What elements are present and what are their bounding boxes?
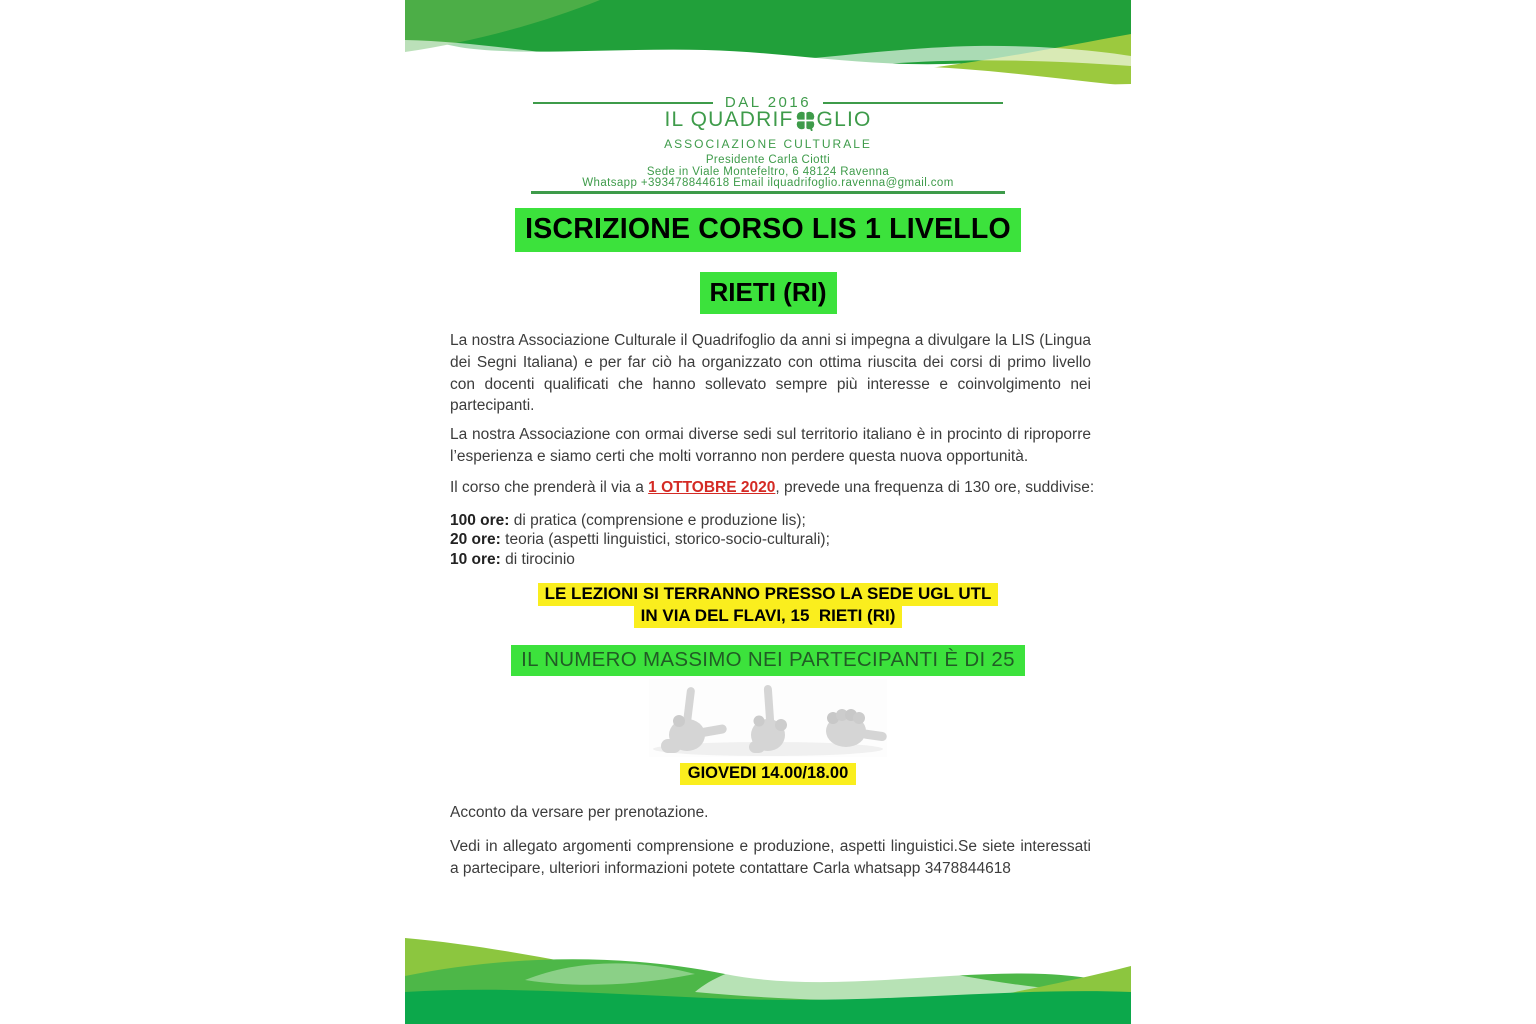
hours-item-text: di pratica (comprensione e produzione lis); [509, 512, 806, 529]
schedule-row [405, 763, 1131, 785]
hours-item-text: teoria (aspetti linguistici, storico-socio-culturali); [500, 531, 830, 549]
rule-left [533, 102, 713, 104]
lis-hands-image [405, 679, 1131, 762]
reprise-paragraph [450, 424, 1091, 468]
hours-item-text: di tirocinio [500, 550, 575, 568]
wave-decoration-bottom [405, 930, 1131, 1024]
hours-item [450, 511, 1091, 530]
closing-paragraph [450, 836, 1091, 880]
brand-title [405, 106, 1131, 134]
hours-item [450, 550, 1091, 569]
main-title-row [405, 208, 1131, 252]
course-start-suffix: , prevede una frequenza di 130 ore, suddivise: [775, 479, 1095, 496]
venue-block [405, 583, 1131, 627]
wave-decoration-top [405, 0, 1131, 90]
president-line: Presidente Carla Ciotti [705, 154, 831, 166]
deposit-note: Acconto da versare per prenotazione. [450, 804, 709, 821]
max-participants-row [405, 645, 1131, 676]
clover-icon [795, 110, 816, 131]
hours-item-label: 100 ore: [450, 512, 510, 529]
intro-line: La nostra Associazione Culturale il Quadrifoglio da anni si impegna a divulgare la LIS (Lingua [450, 332, 1091, 349]
header-divider-rule [531, 191, 1005, 194]
schedule: GIOVEDI 14.00/18.00 [680, 763, 857, 785]
intro-line: partecipanti. [450, 397, 535, 415]
lis-fingerspelling-hands-icon [649, 679, 887, 757]
hours-item-label: 20 ore: [450, 531, 501, 549]
flyer-page [405, 0, 1131, 1024]
brand-subtitle: ASSOCIAZIONE CULTURALE [664, 137, 872, 151]
contact-line: Whatsapp +393478844618 Email ilquadrifoglio.ravenna@gmail.com [582, 177, 954, 189]
max-participants: IL NUMERO MASSIMO NEI PARTECIPANTI È DI 25 [511, 645, 1025, 676]
course-start-line [450, 477, 1130, 499]
reprise-line: La nostra Associazione con ormai diverse sedi sul territorio italiano è in procinto di riproporre [450, 426, 1091, 443]
reprise-line: l’esperienza e siamo certi che molti vorranno non perdere questa nuova opportunità. [450, 447, 1029, 465]
logo-since-label: DAL 2016 [724, 94, 812, 111]
intro-paragraph [450, 330, 1091, 417]
main-title: ISCRIZIONE CORSO LIS 1 LIVELLO [515, 208, 1021, 252]
brand-suffix: GLIO [816, 108, 872, 131]
hours-item [450, 530, 1091, 549]
closing-line: Vedi in allegato argomenti comprensione e produzione, aspetti linguistici.Se siete interessati [450, 838, 1091, 855]
venue-line: IN VIA DEL FLAVI, 15 RIETI (RI) [634, 605, 903, 628]
hours-item-label: 10 ore: [450, 550, 501, 568]
location-title-row [405, 272, 1131, 314]
address-line: Sede in Viale Montefeltro, 6 48124 Ravenna [646, 165, 890, 178]
rule-right [823, 102, 1003, 104]
intro-line: dei Segni Italiana) e per far ciò ha organizzato con ottima riuscita dei corsi di primo livello [450, 353, 1091, 371]
closing-line: a partecipare, ulteriori informazioni potete contattare Carla whatsapp 3478844618 [450, 859, 1011, 877]
intro-line: con docenti qualificati che hanno sollevato sempre più interesse e coinvolgimento nei [450, 375, 1091, 393]
brand-prefix: IL QUADRIF [664, 108, 794, 131]
course-start-date: 1 OTTOBRE 2020 [648, 479, 776, 496]
location-title: RIETI (RI) [700, 272, 837, 314]
course-start-prefix: Il corso che prenderà il via a [450, 479, 649, 496]
hours-breakdown-list [450, 511, 1091, 569]
venue-line: LE LEZIONI SI TERRANNO PRESSO LA SEDE UGL UTL [538, 583, 999, 606]
